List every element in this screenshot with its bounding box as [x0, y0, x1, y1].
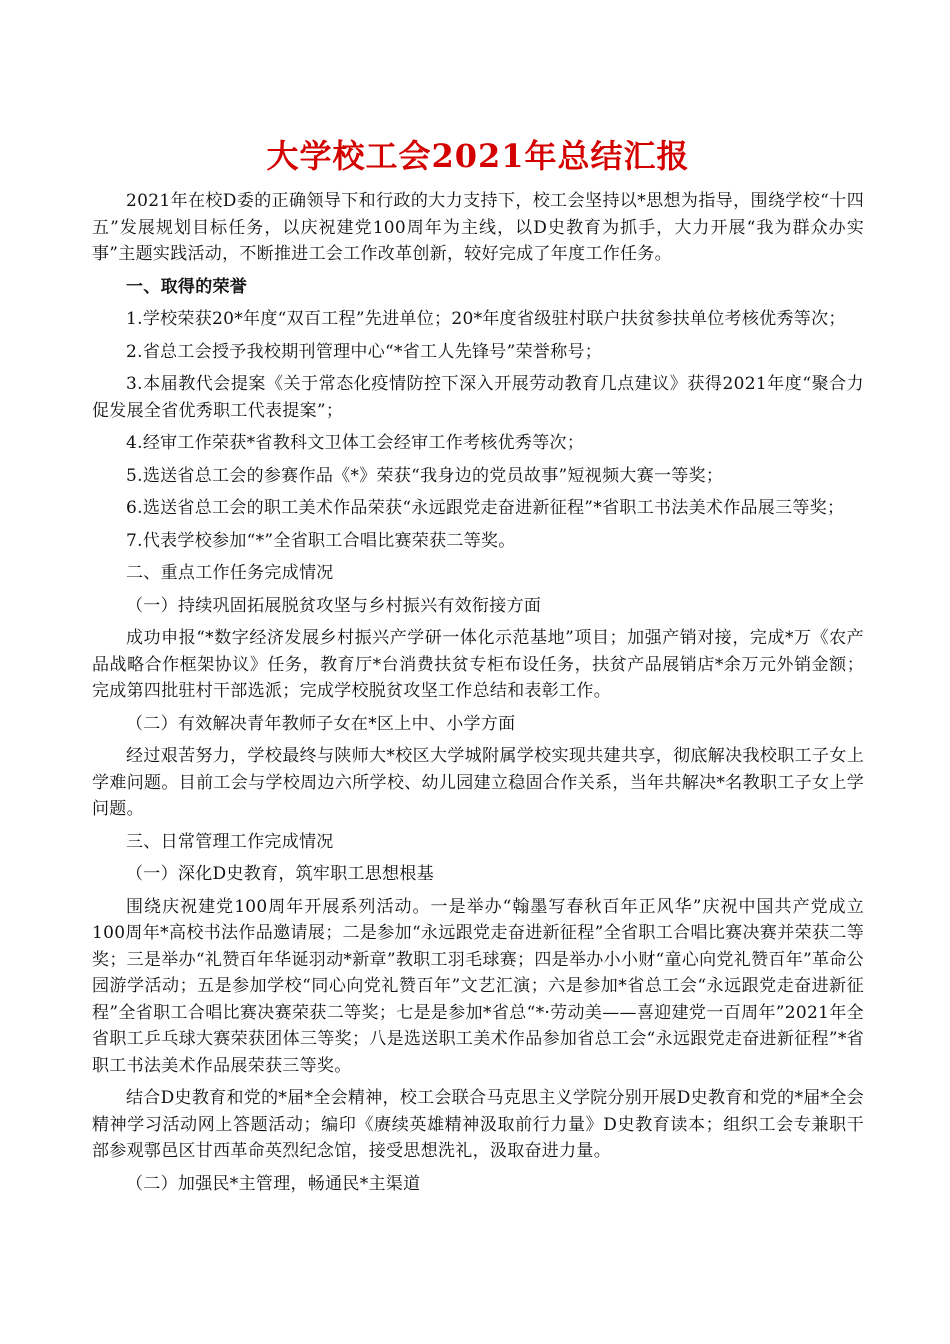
subsection-heading: （二）有效解决青年教师子女在*区上中、小学方面 — [126, 713, 516, 734]
list-item: 7.代表学校参加“*”全省职工合唱比赛荣获二等奖。 — [126, 530, 516, 551]
subsection-heading: （一）持续巩固拓展脱贫攻坚与乡村振兴有效衔接方面 — [126, 595, 542, 616]
section-heading-honors: 一、取得的荣誉 — [126, 276, 248, 297]
document-title: 大学校工会2021年总结汇报 — [266, 137, 690, 175]
paragraph: 成功申报“*数字经济发展乡村振兴产学研一体化示范基地”项目；加强产销对接，完成*万《农产品战略合作框架协议》任务，教育厅*台消费扶贫专柜布设任务，扶贫产品展销店*余万元外销金额；完成第四批驻村干部选派；完成学校脱贫攻坚工作总结和表彰工作。 — [92, 628, 864, 701]
section-heading-key-tasks: 二、重点工作任务完成情况 — [126, 563, 334, 583]
paragraph: 围绕庆祝建党100周年开展系列活动。一是举办“翰墨写春秋百年正风华”庆祝中国共产党成立100周年*高校书法作品邀请展；二是参加“永远跟党走奋进新征程”全省职工合唱比赛决赛并荣获二等奖；三是举办“礼赞百年华诞羽动*新章”教职工羽毛球赛；四是举办小小财“童心向党礼赞百年”革命公园游学活动；五是参加学校“同心向党礼赞百年”文艺汇演；六是参加*省总工会“永远跟党走奋进新征程”全省职工合唱比赛决赛荣获二等奖；七是是参加*省总“*·劳动美——喜迎建党一百周年”2021年全省职工乒乓球大赛荣获团体三等奖；八是选送职工美术作品参加省总工会“永远跟党走奋进新征程”*省职工书法美术作品展荣获三等奖。 — [92, 896, 864, 1076]
list-item: 1.学校荣获20*年度“双百工程”先进单位；20*年度省级驻村联户扶贫参扶单位考核优秀等次； — [126, 309, 846, 329]
list-item: 3.本届教代会提案《关于常态化疫情防控下深入开展劳动教育几点建议》获得2021年度“聚合力促发展全省优秀职工代表提案”； — [92, 374, 864, 421]
list-item: 2.省总工会授予我校期刊管理中心“*省工人先锋号”荣誉称号； — [126, 341, 603, 362]
document-body — [92, 188, 864, 1197]
list-item: 6.选送省总工会的职工美术作品荣获“永远跟党走奋进新征程”*省职工书法美术作品展三等奖； — [126, 498, 845, 518]
list-item: 4.经审工作荣获*省教科文卫体工会经审工作考核优秀等次； — [126, 433, 585, 453]
list-item: 5.选送省总工会的参赛作品《*》荣获“我身边的党员故事”短视频大赛一等奖； — [126, 465, 724, 486]
paragraph: 经过艰苦努力，学校最终与陕师大*校区大学城附属学校实现共建共享，彻底解决我校职工子女上学难问题。目前工会与学校周边六所学校、幼儿园建立稳固合作关系，当年共解决*名教职工子女上学问题。 — [92, 746, 864, 819]
paragraph: 结合D史教育和党的*届*全会精神，校工会联合马克思主义学院分别开展D史教育和党的*届*全会精神学习活动网上答题活动；编印《赓续英雄精神汲取前行力量》D史教育读本；组织工会专兼职干部参观鄠邑区甘西革命英烈纪念馆，接受思想洗礼，汲取奋进力量。 — [92, 1088, 864, 1161]
section-heading-daily-management: 三、日常管理工作完成情况 — [126, 831, 334, 852]
paragraph-intro: 2021年在校D委的正确领导下和行政的大力支持下，校工会坚持以*思想为指导，围绕学校“十四五”发展规划目标任务，以庆祝建党100周年为主线，以D史教育为抓手，大力开展“我为群众办实事”主题实践活动，不断推进工会工作改革创新，较好完成了年度工作任务。 — [92, 191, 864, 264]
subsection-heading: （二）加强民*主管理，畅通民*主渠道 — [126, 1173, 421, 1194]
subsection-heading: （一）深化D史教育，筑牢职工思想根基 — [126, 864, 435, 884]
